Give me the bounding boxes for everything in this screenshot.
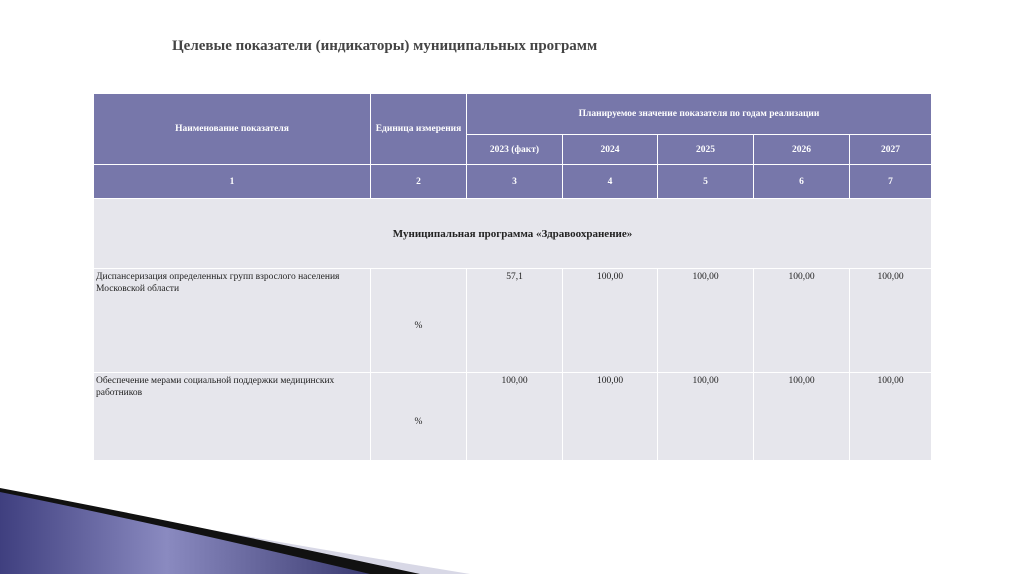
indicator-name: Обеспечение мерами социальной поддержки медицинских работников — [94, 373, 371, 461]
decorative-swoosh — [0, 470, 1024, 574]
indicator-value: 100,00 — [563, 373, 658, 461]
page-title: Целевые показатели (индикаторы) муниципальных программ — [172, 38, 598, 54]
indicator-value: 100,00 — [658, 269, 754, 373]
indicator-value: 100,00 — [563, 269, 658, 373]
indicator-value: 100,00 — [850, 373, 932, 461]
column-number: 3 — [467, 165, 563, 199]
column-number: 4 — [563, 165, 658, 199]
header-year: 2024 — [563, 135, 658, 165]
indicator-value: 57,1 — [467, 269, 563, 373]
table-row — [94, 373, 932, 461]
column-number: 1 — [94, 165, 371, 199]
program-title: Муниципальная программа «Здравоохранение» — [94, 199, 932, 269]
column-number: 7 — [850, 165, 932, 199]
indicators-table — [93, 93, 932, 461]
indicator-unit: % — [371, 373, 467, 461]
header-year: 2025 — [658, 135, 754, 165]
header-planned: Планируемое значение показателя по годам реализации — [467, 94, 932, 135]
header-year: 2027 — [850, 135, 932, 165]
indicator-value: 100,00 — [658, 373, 754, 461]
indicator-value: 100,00 — [754, 269, 850, 373]
column-number: 5 — [658, 165, 754, 199]
indicator-value: 100,00 — [467, 373, 563, 461]
column-number: 2 — [371, 165, 467, 199]
column-number: 6 — [754, 165, 850, 199]
header-unit: Единица измерения — [371, 94, 467, 165]
indicator-unit: % — [371, 269, 467, 373]
header-year: 2026 — [754, 135, 850, 165]
indicator-name: Диспансеризация определенных групп взрослого населения Московской области — [94, 269, 371, 373]
indicator-value: 100,00 — [754, 373, 850, 461]
indicator-value: 100,00 — [850, 269, 932, 373]
header-name: Наименование показателя — [94, 94, 371, 165]
table-row — [94, 269, 932, 373]
header-year: 2023 (факт) — [467, 135, 563, 165]
